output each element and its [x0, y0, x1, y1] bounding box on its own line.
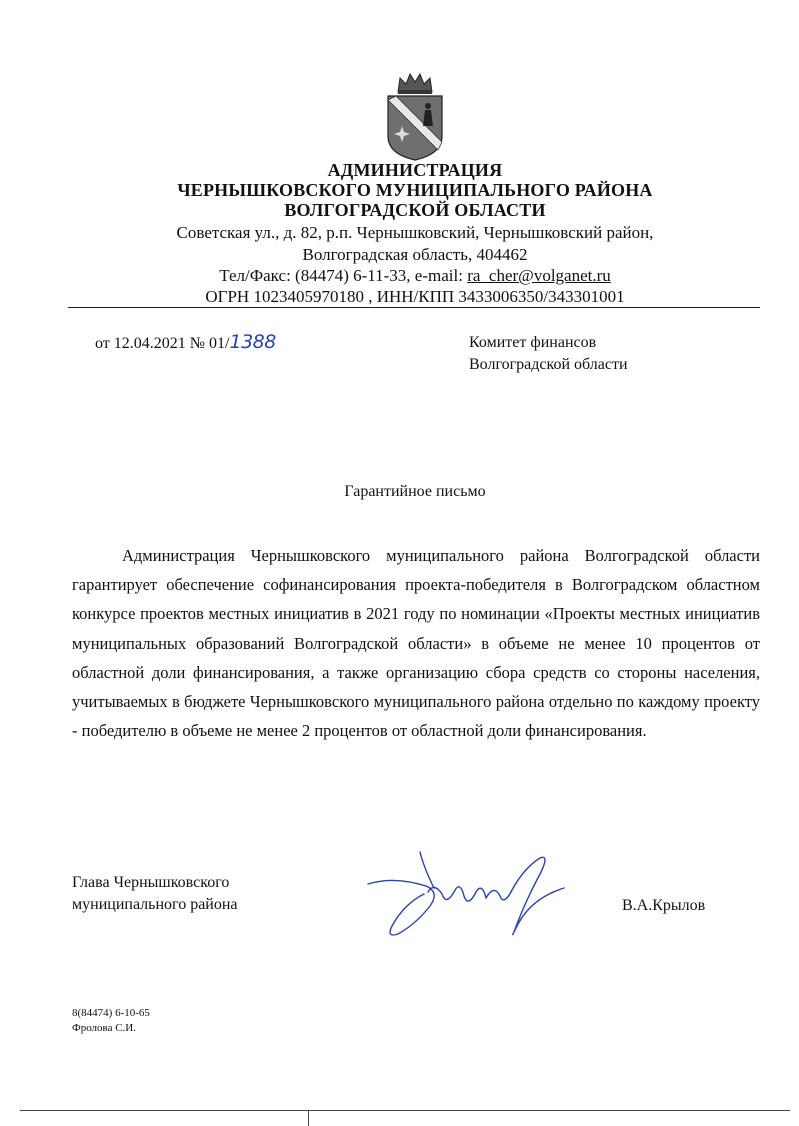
contact-line	[0, 266, 799, 286]
signatory-role-line2: муниципального района	[72, 896, 238, 913]
signatory-name: В.А.Крылов	[622, 897, 706, 914]
address-line1: Советская ул., д. 82, р.п. Чернышковский, Чернышковский район,	[176, 223, 654, 242]
executor-phone: 8(84474) 6-10-65	[72, 1007, 150, 1019]
handwritten-signature-icon	[364, 848, 574, 948]
org-name-line2: ЧЕРНЫШКОВСКОГО МУНИЦИПАЛЬНОГО РАЙОНА	[177, 180, 653, 200]
executor-info	[72, 1006, 150, 1036]
executor-name: Фролова С.И.	[72, 1022, 136, 1034]
scan-edge-tick	[308, 1110, 309, 1126]
addressee-line1: Комитет финансов	[469, 334, 597, 351]
email-link[interactable]: ra_cher@volganet.ru	[467, 266, 611, 285]
letter-body: Администрация Чернышковского муниципального района Волгоградской области гарантирует обеспечение софинансирования проекта-победителя в Волгоградском областном конкурсе проектов местных инициатив в 2021 году по номинации «Проекты местных инициатив муниципальных образований Волгоградской области» в объеме не менее 10 процентов от областной доли финансирования, а также организацию сбора средств со стороны населения, учитываемых в бюджете Чернышковского муниципального района отдельно по каждому проекту - победителю в объеме не менее 2 процентов от областной доли финансирования.	[72, 546, 760, 741]
addressee	[469, 332, 628, 376]
coat-of-arms-icon	[384, 70, 446, 162]
org-name-line3: ВОЛГОГРАДСКОЙ ОБЛАСТИ	[284, 200, 546, 220]
registry-line: ОГРН 1023405970180 , ИНН/КПП 3433006350/343301001	[205, 287, 625, 306]
registration-handwritten-number: 1388	[229, 331, 276, 353]
registration-number	[95, 332, 276, 354]
phone-text: Тел/Факс: (84474) 6-11-33, e-mail:	[219, 266, 468, 285]
header-divider	[68, 307, 760, 308]
document-title: Гарантийное письмо	[344, 483, 486, 500]
signatory-role	[72, 872, 238, 916]
signatory-role-line1: Глава Чернышковского	[72, 874, 230, 891]
address-line2: Волгоградская область, 404462	[302, 245, 528, 264]
scan-bottom-edge	[20, 1110, 790, 1111]
registration-prefix: от 12.04.2021 № 01/	[95, 335, 230, 352]
addressee-line2: Волгоградской области	[469, 356, 628, 373]
org-name-line1: АДМИНИСТРАЦИЯ	[327, 160, 503, 180]
